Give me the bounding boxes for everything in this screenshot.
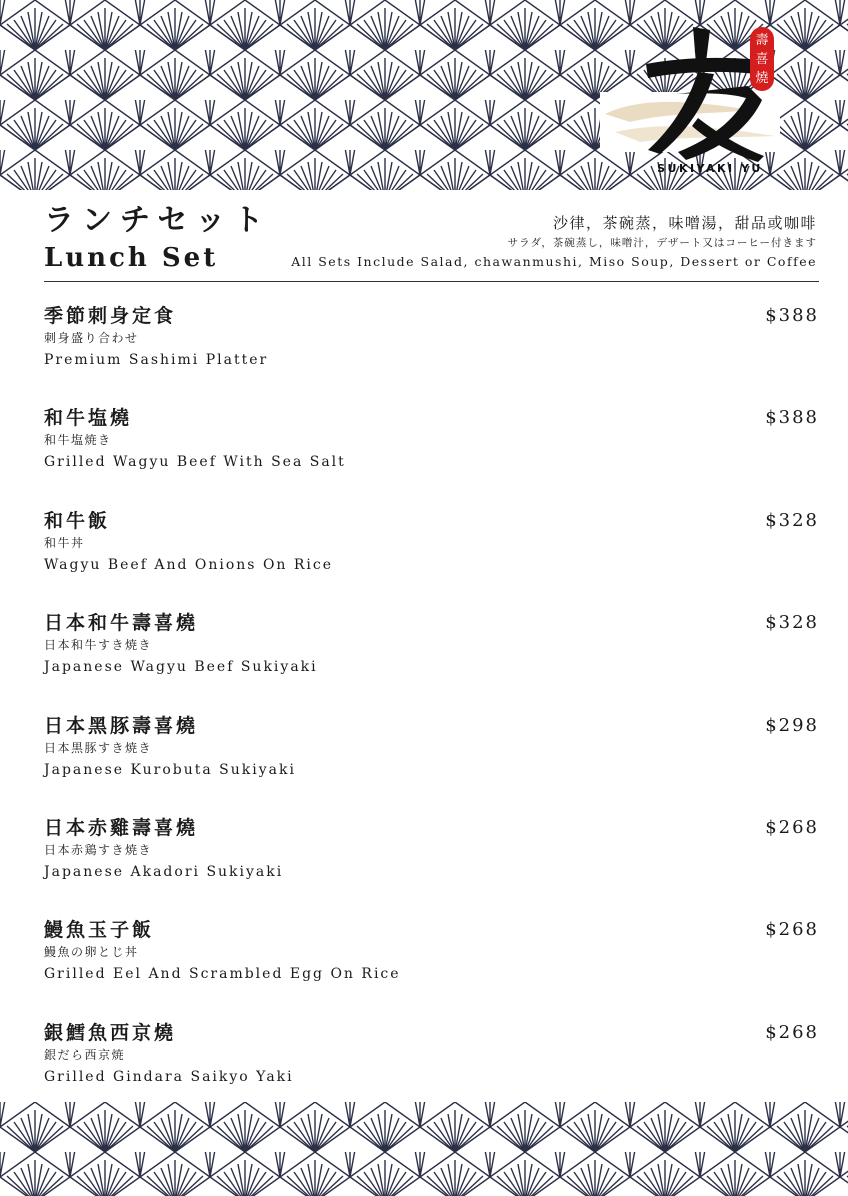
item-japanese: 日本赤鶏すき焼き	[44, 842, 153, 857]
brand-logo	[600, 22, 790, 182]
item-english: Wagyu Beef And Onions On Rice	[44, 556, 334, 573]
includes-english: All Sets Include Salad, chawanmushi, Miso Soup, Dessert or Coffee	[291, 254, 817, 269]
item-name: 日本赤雞壽喜燒	[44, 816, 199, 839]
item-english: Grilled Gindara Saikyo Yaki	[44, 1068, 294, 1085]
set-includes-note	[291, 212, 817, 272]
brand-name: SUKIYAKI YU	[657, 162, 763, 175]
item-english: Grilled Eel And Scrambled Egg On Rice	[44, 966, 401, 983]
menu-item	[44, 916, 819, 1018]
item-name: 季節刺身定食	[44, 305, 177, 327]
item-english: Premium Sashimi Platter	[44, 352, 269, 368]
item-japanese: 和牛丼	[44, 535, 85, 550]
item-japanese: 銀だら西京焼	[44, 1047, 126, 1062]
section-title-japanese: ランチセット	[44, 203, 272, 238]
item-english: Grilled Wagyu Beef With Sea Salt	[44, 454, 346, 471]
item-price: $328	[765, 509, 819, 531]
yu-brush-glyph	[638, 22, 768, 162]
item-english: Japanese Akadori Sukiyaki	[44, 863, 284, 880]
menu-item	[44, 404, 819, 506]
item-price: $268	[765, 919, 819, 941]
includes-japanese: サラダ，茶碗蒸し，味噌汁，デザート又はコーヒー付きます	[507, 237, 817, 249]
footer-fan-pattern	[0, 1102, 848, 1196]
item-name: 日本黑豚壽喜燒	[44, 714, 199, 737]
item-price: $328	[765, 612, 819, 634]
item-japanese: 日本黒豚すき焼き	[44, 740, 153, 755]
item-price: $268	[765, 816, 819, 838]
item-japanese: 刺身盛り合わせ	[44, 331, 139, 345]
item-english: Japanese Wagyu Beef Sukiyaki	[44, 659, 318, 676]
item-japanese: 日本和牛すき焼き	[44, 638, 153, 653]
seal-stamp	[750, 27, 774, 91]
seal-text: 壽喜燒	[755, 33, 769, 86]
item-name: 和牛飯	[44, 509, 111, 532]
menu-item	[44, 814, 819, 916]
item-price: $388	[765, 305, 819, 326]
menu-item	[44, 302, 819, 404]
item-name: 和牛塩燒	[44, 407, 133, 430]
section-heading	[44, 202, 271, 276]
item-english: Japanese Kurobuta Sukiyaki	[44, 761, 296, 778]
item-price: $268	[765, 1021, 819, 1043]
heading-divider	[44, 281, 819, 282]
section-title-english: Lunch Set	[44, 243, 219, 273]
item-name: 銀鱈魚西京燒	[44, 1021, 177, 1044]
menu-item	[44, 609, 819, 711]
seigaiha-fan-pattern	[0, 1102, 848, 1196]
item-price: $298	[765, 714, 819, 736]
includes-chinese: 沙律，茶碗蒸，味噌湯，甜品或咖啡	[552, 214, 817, 232]
menu-item	[44, 507, 819, 609]
menu-item	[44, 712, 819, 814]
item-japanese: 和牛塩焼き	[44, 433, 112, 448]
item-japanese: 鰻魚の卵とじ丼	[44, 945, 139, 960]
item-price: $388	[765, 407, 819, 429]
menu-list	[44, 302, 819, 1121]
item-name: 鰻魚玉子飯	[44, 919, 155, 942]
item-name: 日本和牛壽喜燒	[44, 612, 199, 635]
